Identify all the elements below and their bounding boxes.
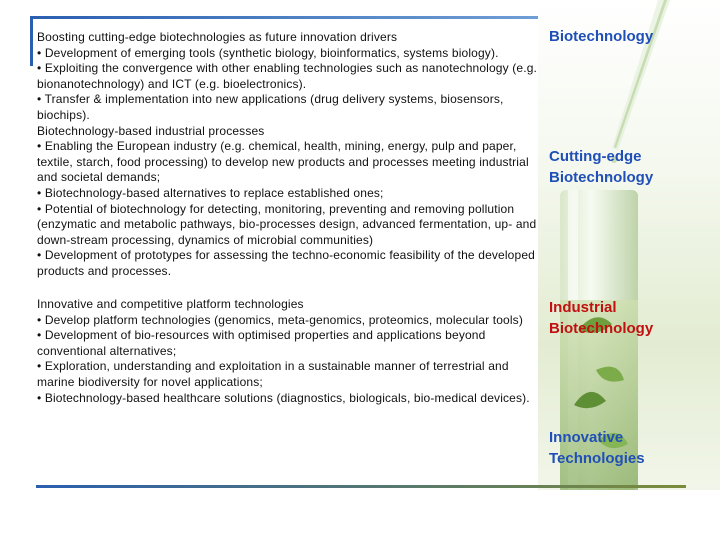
block1-subheading: Biotechnology-based industrial processes <box>37 123 265 138</box>
block1-bullet: • Enabling the European industry (e.g. chemical, health, mining, energy, pulp and paper, textile, starch, food processing) to develop new products and processes meeting industrial and societal demands; <box>37 139 529 185</box>
sidebar-label-cutting-edge: Cutting-edge Biotechnology <box>549 148 654 186</box>
sidebar-label-innovative: Innovative Technologies <box>549 429 645 467</box>
sidebar-label-biotechnology: Biotechnology <box>549 28 654 45</box>
block1-bullet: • Development of prototypes for assessing the techno-economic feasibility of the developed products and processes. <box>37 248 535 278</box>
block1-heading: Boosting cutting-edge biotechnologies as future innovation drivers <box>37 30 398 44</box>
block2-bullet: • Development of bio-resources with optimised properties and applications beyond conventional alternatives; <box>37 328 486 358</box>
block1-bullet: • Transfer & implementation into new applications (drug delivery systems, biosensors, biochips). <box>37 92 504 122</box>
block2-bullet: • Biotechnology-based healthcare solutions (diagnostics, biologicals, bio-medical devices). <box>37 390 530 405</box>
block1-bullet: • Development of emerging tools (synthetic biology, bioinformatics, systems biology). <box>37 45 499 60</box>
frame-left-rule <box>30 16 33 66</box>
block2-heading: Innovative and competitive platform technologies <box>37 297 304 311</box>
sidebar-label-industrial: Industrial Biotechnology <box>549 299 654 337</box>
text-block-platform-technologies <box>37 297 539 406</box>
text-block-cutting-edge <box>37 30 539 280</box>
block2-bullet: • Develop platform technologies (genomics, meta-genomics, proteomics, molecular tools) <box>37 312 523 327</box>
test-tube-image <box>538 0 720 490</box>
block1-bullet: • Potential of biotechnology for detecting, monitoring, preventing and removing pollution (enzymatic and metabolic pathways, bio-processes design, advanced fermentation, up- and down-stream processing, dynamics of microbial communities) <box>37 201 537 247</box>
block1-bullet: • Biotechnology-based alternatives to replace established ones; <box>37 185 384 200</box>
block1-bullet: • Exploiting the convergence with other enabling technologies such as nanotechnology (e.g. bionanotechnology) and ICT (e.g. bioelectronics). <box>37 61 538 91</box>
block2-bullet: • Exploration, understanding and exploitation in a sustainable manner of terrestrial and marine biodiversity for novel applications; <box>37 359 509 389</box>
frame-bottom-rule <box>36 485 686 488</box>
frame-top-rule <box>30 16 542 19</box>
